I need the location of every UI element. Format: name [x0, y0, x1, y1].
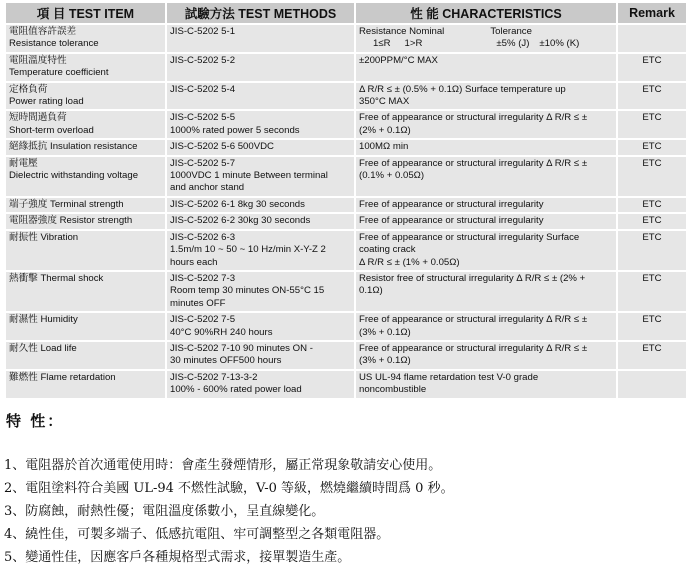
- range-a: 1≤R: [373, 38, 391, 50]
- header-test-methods: 試驗方法 TEST METHODS: [167, 3, 354, 23]
- test-item-cell: [6, 231, 165, 270]
- test-method-cell: [167, 198, 354, 212]
- characteristics-cell-line: Free of appearance or structural irregularity Δ R/R ≤ ±: [359, 157, 588, 169]
- test-method-cell: [167, 371, 354, 398]
- remark-cell: ETC: [618, 272, 686, 311]
- table-row: [6, 140, 686, 154]
- test-item-cell-line: 電阻值容許誤差: [9, 26, 77, 37]
- test-item-cell: [6, 140, 165, 154]
- table-row: [6, 25, 686, 52]
- remark-cell: [618, 25, 686, 52]
- test-item-cell-line: 耐濕性 Humidity: [9, 314, 78, 326]
- table-row: [6, 272, 686, 311]
- test-item-cell-line: 定格負荷: [9, 83, 48, 95]
- table-row: [6, 214, 686, 228]
- table-header-row: [6, 3, 686, 23]
- test-method-cell-line: JIS-C-5202 7-13-3-2: [170, 371, 258, 383]
- range-b: 1>R: [404, 38, 423, 50]
- characteristics-cell: [356, 371, 616, 398]
- characteristics-cell: [356, 272, 616, 311]
- features-list: [4, 456, 454, 571]
- table-row: [6, 342, 686, 369]
- test-method-cell-line: 40°C 90%RH 240 hours: [170, 326, 273, 338]
- characteristics-cell-line: Free of appearance or structural irregularity: [359, 215, 544, 227]
- table-row: [6, 83, 686, 110]
- test-method-cell: [167, 231, 354, 270]
- test-method-cell-line: JIS-C-5202 7-5: [170, 314, 236, 326]
- test-method-cell: [167, 313, 354, 340]
- characteristics-cell: [356, 25, 616, 52]
- test-method-cell-line: JIS-C-5202 5-7: [170, 157, 236, 169]
- characteristics-cell-line: (3% + 0.1Ω): [359, 326, 411, 338]
- header-test-item: 項 目 TEST ITEM: [6, 3, 165, 23]
- characteristics-cell-line: Free of appearance or structural irregularity Δ R/R ≤ ±: [359, 112, 588, 124]
- test-method-cell-line: hours each: [170, 256, 218, 268]
- table-row: [6, 54, 686, 81]
- test-method-cell: [167, 25, 354, 52]
- feature-item: 1、電阻器於首次通電使用時：會產生發煙情形，屬正常現象敬請安心使用。: [4, 458, 442, 473]
- test-item-cell-line: 電阻器強度 Resistor strength: [9, 215, 133, 227]
- test-method-cell: [167, 272, 354, 311]
- table-row: [6, 198, 686, 212]
- test-method-cell-line: JIS-C-5202 7-10 90 minutes ON -: [170, 342, 313, 354]
- spec-table-wrapper: [4, 1, 684, 400]
- characteristics-cell: [356, 54, 616, 81]
- test-method-cell: [167, 140, 354, 154]
- test-item-cell: [6, 157, 165, 196]
- remark-cell: ETC: [618, 140, 686, 154]
- characteristics-cell-line: Free of appearance or structural irregularity: [359, 198, 544, 210]
- test-item-cell: [6, 214, 165, 228]
- test-method-cell-line: JIS-C-5202 6-1 8kg 30 seconds: [170, 198, 305, 210]
- characteristics-cell-line: 0.1Ω): [359, 285, 383, 297]
- characteristics-cell-line: 350°C MAX: [359, 96, 410, 108]
- feature-item: 5、變通性佳，因應客戶各種規格型式需求，接單製造生產。: [4, 550, 351, 565]
- remark-cell: [618, 371, 686, 398]
- remark-cell: ETC: [618, 313, 686, 340]
- tolerance-nominal-label: Resistance Nominal: [359, 26, 445, 37]
- test-method-cell-line: JIS-C-5202 5-2: [170, 54, 236, 66]
- test-item-cell-line: 耐久性 Load life: [9, 342, 77, 354]
- test-item-cell: [6, 54, 165, 81]
- test-item-cell: [6, 83, 165, 110]
- characteristics-cell: [356, 111, 616, 138]
- test-item-cell-line: 端子強度 Terminal strength: [9, 198, 124, 210]
- feature-item: 2、電阻塗料符合美國 UL-94 不燃性試驗，V-0 等級，燃燒繼續時間爲 0 秒。: [4, 481, 454, 496]
- test-method-cell-line: JIS-C-5202 7-3: [170, 272, 236, 284]
- test-method-cell-line: JIS-C-5202 5-5: [170, 112, 236, 124]
- test-method-cell-line: and anchor stand: [170, 182, 245, 194]
- characteristics-cell-line: (0.1% + 0.05Ω): [359, 170, 425, 182]
- spec-table: [4, 1, 688, 400]
- table-row: [6, 371, 686, 398]
- feature-item: 4、繞性佳，可製多端子、低感抗電阻、牢可調整型之各類電阻器。: [4, 527, 390, 542]
- tolerance-j: ±5% (J): [496, 38, 530, 50]
- characteristics-cell-line: Free of appearance or structural irregularity Surface: [359, 231, 580, 243]
- test-method-cell: [167, 83, 354, 110]
- characteristics-cell: [356, 198, 616, 212]
- characteristics-cell: [356, 83, 616, 110]
- test-item-cell-line: 難燃性 Flame retardation: [9, 371, 116, 383]
- test-item-cell-line: Resistance tolerance: [9, 38, 99, 50]
- characteristics-cell-line: Δ R/R ≤ ± (1% + 0.05Ω): [359, 256, 460, 268]
- table-row: [6, 313, 686, 340]
- test-method-cell-line: 100% - 600% rated power load: [170, 384, 302, 396]
- test-method-cell-line: JIS-C-5202 6-2 30kg 30 seconds: [170, 215, 311, 227]
- test-item-cell: [6, 198, 165, 212]
- characteristics-cell: [356, 231, 616, 270]
- feature-item: 3、防腐蝕，耐熱性優；電阻溫度係數小，呈直線變化。: [4, 504, 325, 519]
- characteristics-cell-line: Free of appearance or structural irregularity Δ R/R ≤ ±: [359, 314, 588, 326]
- table-body: [6, 25, 686, 398]
- tolerance-label: Tolerance: [490, 26, 532, 37]
- table-row: [6, 111, 686, 138]
- test-method-cell-line: 30 minutes OFF500 hours: [170, 355, 282, 367]
- test-item-cell: [6, 313, 165, 340]
- test-item-cell-line: Short-term overload: [9, 124, 94, 136]
- test-item-cell-line: 短時間過負荷: [9, 112, 67, 124]
- characteristics-cell-line: US UL-94 flame retardation test V-0 grade: [359, 371, 539, 383]
- test-item-cell-line: Dielectric withstanding voltage: [9, 170, 139, 182]
- test-method-cell-line: JIS-C-5202 5-1: [170, 26, 236, 37]
- test-method-cell-line: JIS-C-5202 5-6 500VDC: [170, 141, 274, 153]
- characteristics-cell: [356, 313, 616, 340]
- test-method-cell-line: 1.5m/m 10 ~ 50 ~ 10 Hz/min X-Y-Z 2: [170, 244, 326, 256]
- tolerance-k: ±10% (K): [539, 38, 580, 50]
- test-method-cell: [167, 214, 354, 228]
- characteristics-cell-line: Free of appearance or structural irregularity Δ R/R ≤ ±: [359, 342, 588, 354]
- characteristics-cell-line: coating crack: [359, 244, 416, 256]
- remark-cell: ETC: [618, 198, 686, 212]
- remark-cell: ETC: [618, 83, 686, 110]
- table-row: [6, 157, 686, 196]
- test-method-cell: [167, 54, 354, 81]
- test-method-cell-line: Room temp 30 minutes ON-55°C 15: [170, 285, 325, 297]
- test-method-cell-line: 1000VDC 1 minute Between terminal: [170, 170, 328, 182]
- characteristics-cell-line: Resistor free of structural irregularity Δ R/R ≤ ± (2% +: [359, 272, 586, 284]
- test-item-cell: [6, 342, 165, 369]
- characteristics-cell-line: noncombustible: [359, 384, 427, 396]
- test-item-cell: [6, 371, 165, 398]
- test-item-cell-line: 電阻溫度特性: [9, 54, 67, 66]
- test-item-cell-line: 熱衝擊 Thermal shock: [9, 272, 104, 284]
- remark-cell: ETC: [618, 342, 686, 369]
- test-item-cell: [6, 111, 165, 138]
- test-method-cell-line: minutes OFF: [170, 297, 226, 309]
- test-method-cell: [167, 111, 354, 138]
- characteristics-cell-line: (3% + 0.1Ω): [359, 355, 411, 367]
- test-method-cell: [167, 342, 354, 369]
- test-method-cell: [167, 157, 354, 196]
- test-method-cell-line: JIS-C-5202 5-4: [170, 83, 236, 95]
- test-item-cell-line: 耐電壓: [9, 157, 38, 169]
- test-method-cell-line: JIS-C-5202 6-3: [170, 231, 236, 243]
- test-item-cell-line: Temperature coefficient: [9, 67, 109, 79]
- characteristics-cell-line: 100MΩ min: [359, 141, 409, 153]
- remark-cell: ETC: [618, 231, 686, 270]
- characteristics-cell-line: ±200PPM/°C MAX: [359, 54, 438, 66]
- characteristics-cell: [356, 140, 616, 154]
- remark-cell: ETC: [618, 157, 686, 196]
- remark-cell: ETC: [618, 54, 686, 81]
- header-remark: Remark: [618, 3, 686, 23]
- characteristics-cell-line: Δ R/R ≤ ± (0.5% + 0.1Ω) Surface temperature up: [359, 83, 566, 95]
- test-item-cell-line: Power rating load: [9, 96, 84, 108]
- characteristics-cell: [356, 157, 616, 196]
- features-title: 特 性：: [6, 412, 65, 430]
- test-item-cell-line: 耐振性 Vibration: [9, 231, 79, 243]
- header-characteristics: 性 能 CHARACTERISTICS: [356, 3, 616, 23]
- test-item-cell: [6, 272, 165, 311]
- characteristics-cell: [356, 342, 616, 369]
- table-row: [6, 231, 686, 270]
- remark-cell: ETC: [618, 111, 686, 138]
- test-item-cell: [6, 25, 165, 52]
- test-item-cell-line: 絕緣抵抗 Insulation resistance: [9, 141, 138, 153]
- remark-cell: ETC: [618, 214, 686, 228]
- characteristics-cell-line: (2% + 0.1Ω): [359, 124, 411, 136]
- test-method-cell-line: 1000% rated power 5 seconds: [170, 124, 300, 136]
- characteristics-cell: [356, 214, 616, 228]
